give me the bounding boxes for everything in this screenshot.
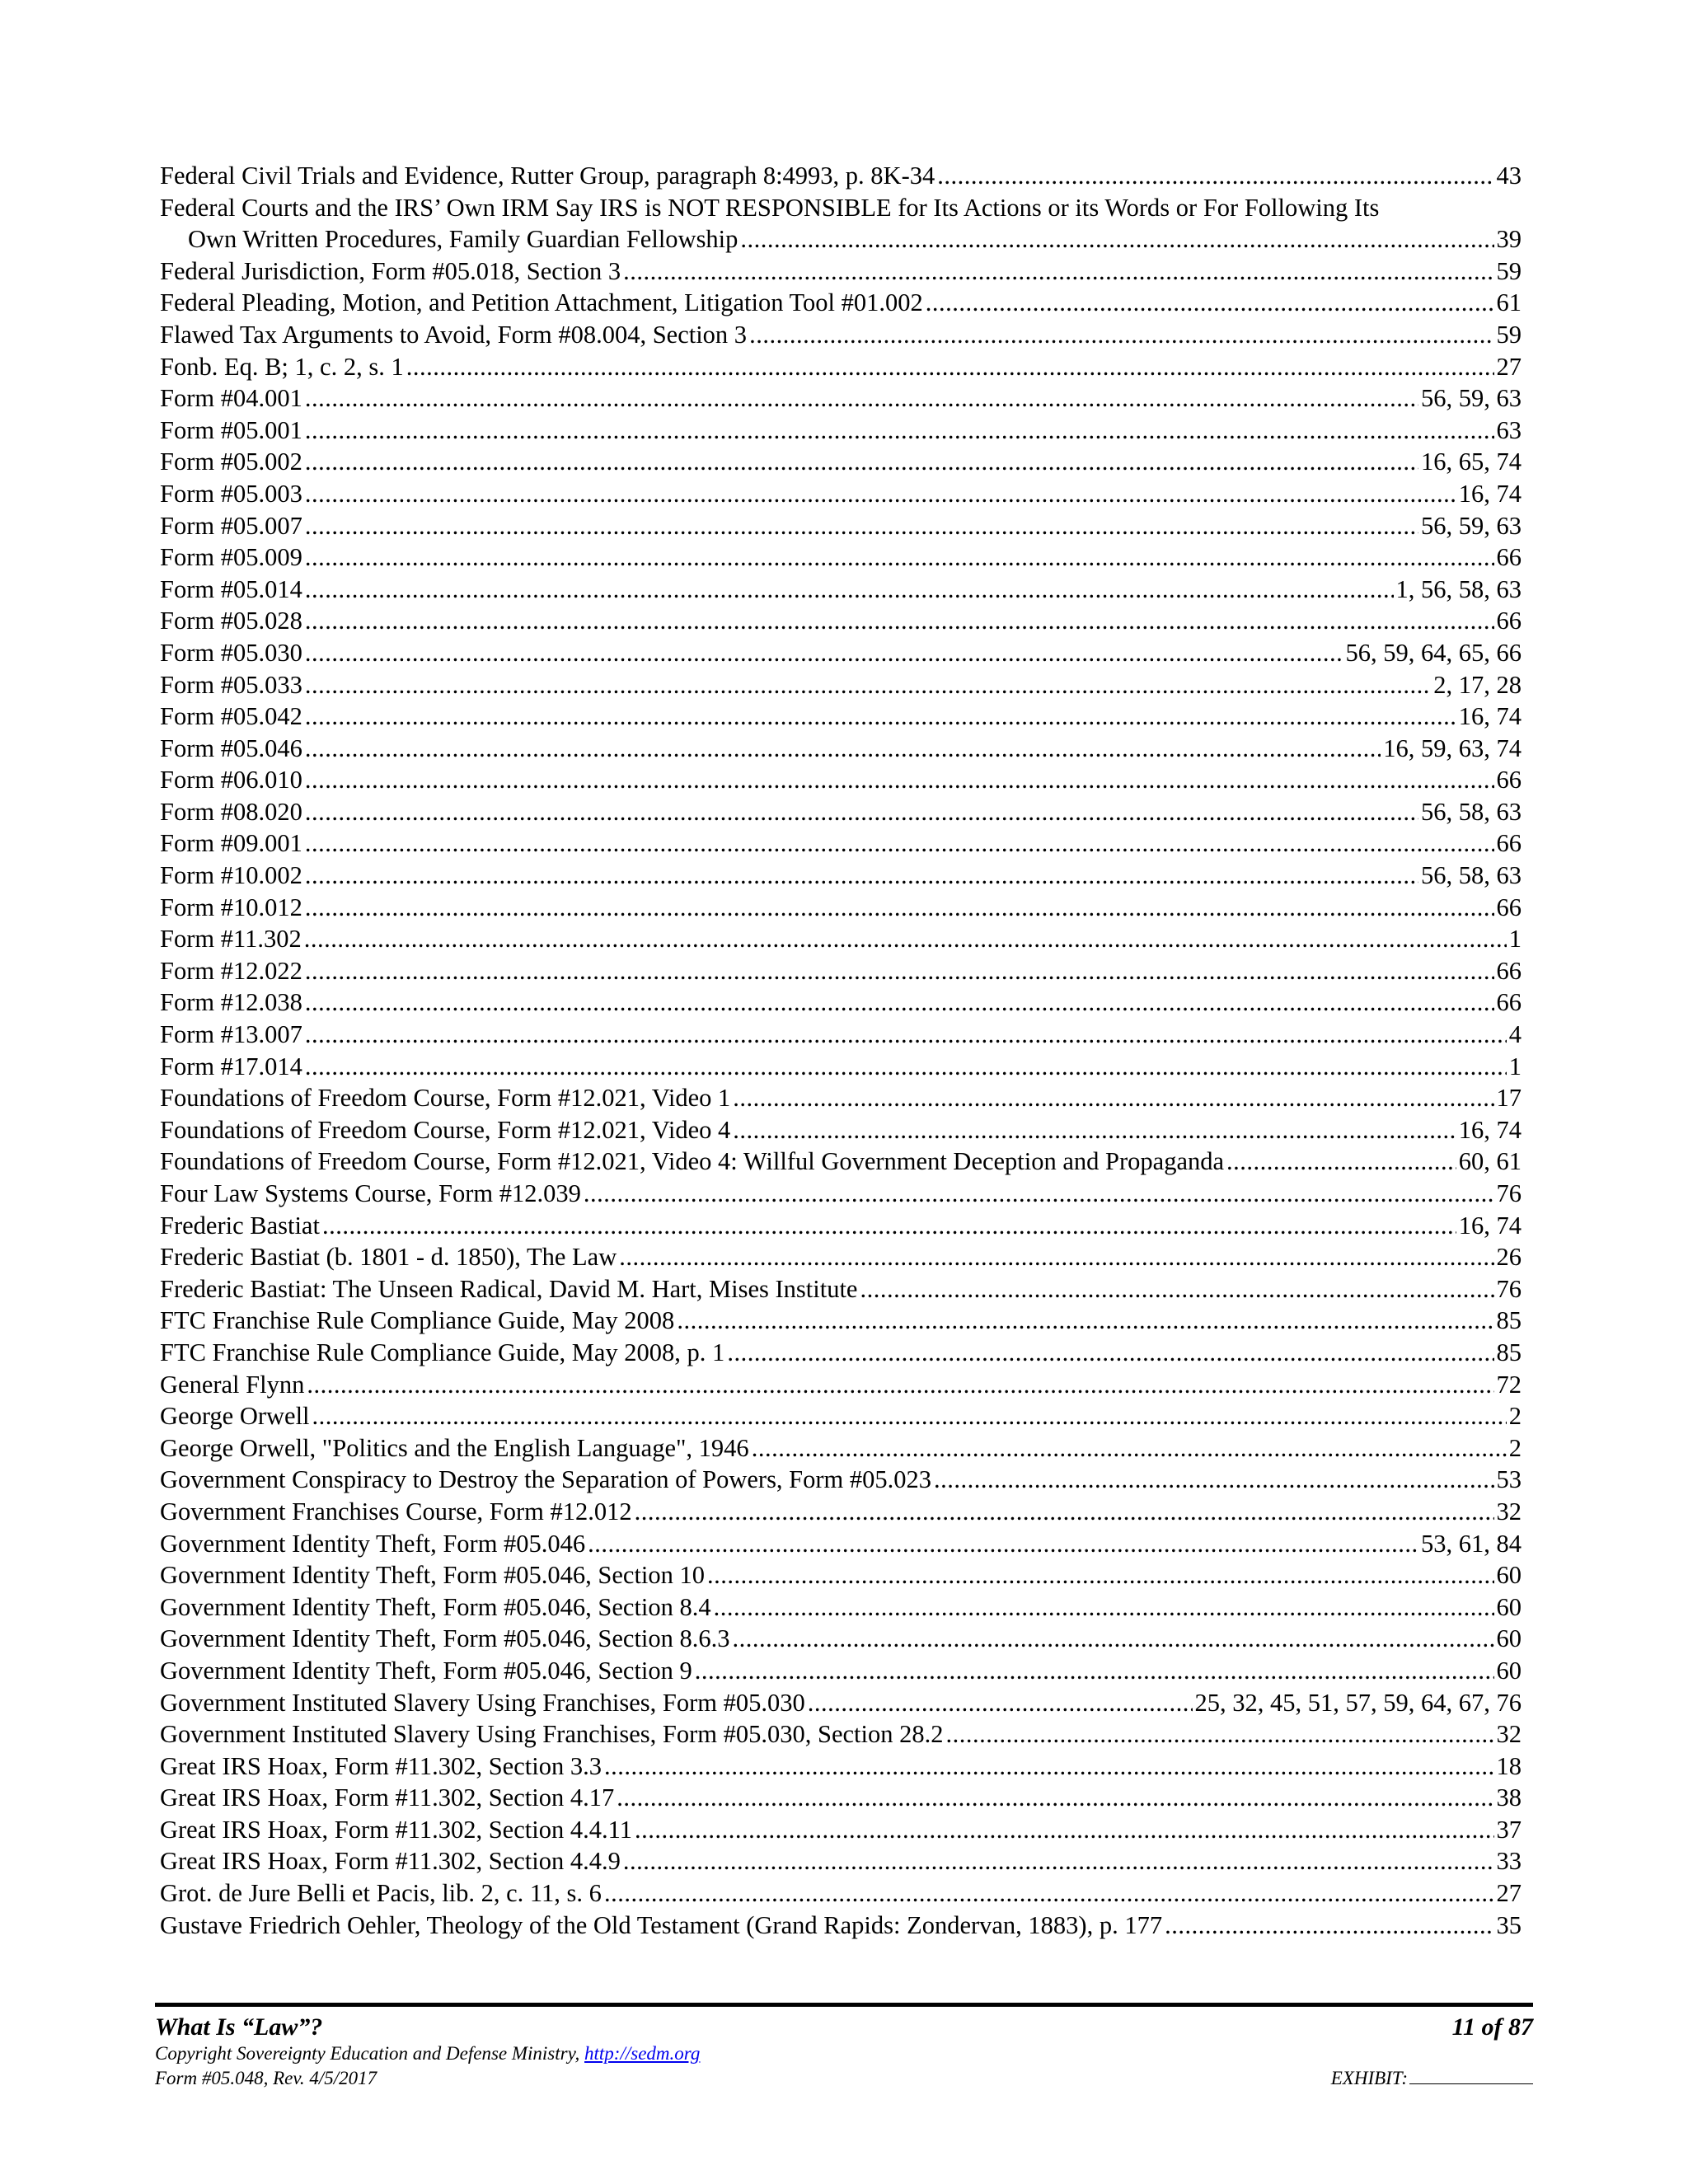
index-entry xyxy=(160,1782,1522,1814)
entry-pages: 1, 56, 58, 63 xyxy=(1395,574,1522,603)
dot-leader xyxy=(305,827,1494,860)
index-entry xyxy=(160,1273,1522,1305)
index-entry xyxy=(160,415,1522,447)
entry-title: Government Identity Theft, Form #05.046, Section 8.6.3 xyxy=(160,1624,730,1653)
dot-leader xyxy=(305,541,1494,574)
entry-title: Form #17.014 xyxy=(160,1052,302,1080)
dot-leader xyxy=(808,1687,1193,1719)
dot-leader xyxy=(749,319,1493,351)
dot-leader xyxy=(307,1369,1493,1401)
entry-title: FTC Franchise Rule Compliance Guide, May 2008, p. 1 xyxy=(160,1338,725,1366)
form-revision: Form #05.048, Rev. 4/5/2017 xyxy=(155,2068,377,2088)
index-entry xyxy=(160,1845,1522,1877)
dot-leader xyxy=(934,1464,1493,1496)
index-entry xyxy=(160,1178,1522,1210)
dot-leader xyxy=(305,669,1431,701)
entry-pages: 76 xyxy=(1496,1179,1522,1207)
entry-title: Great IRS Hoax, Form #11.302, Section 4.4.9 xyxy=(160,1847,621,1876)
entry-title: Federal Civil Trials and Evidence, Rutter Group, paragraph 8:4993, p. 8K-34 xyxy=(160,162,935,190)
entry-title: Government Conspiracy to Destroy the Separation of Powers, Form #05.023 xyxy=(160,1465,932,1494)
dot-leader xyxy=(305,764,1494,796)
entry-pages: 60 xyxy=(1496,1656,1522,1685)
entry-pages: 25, 32, 45, 51, 57, 59, 64, 67, 76 xyxy=(1194,1688,1522,1717)
exhibit-blank[interactable] xyxy=(1409,2067,1533,2084)
index-entry xyxy=(160,192,1522,255)
entry-title: Flawed Tax Arguments to Avoid, Form #08.004, Section 3 xyxy=(160,320,748,349)
dot-leader xyxy=(305,478,1456,510)
entry-pages: 16, 59, 63, 74 xyxy=(1383,733,1522,762)
dot-leader xyxy=(305,1051,1507,1083)
index-entry xyxy=(160,319,1522,351)
entry-pages: 66 xyxy=(1496,607,1522,635)
entry-pages: 60 xyxy=(1496,1624,1522,1653)
index-entry xyxy=(160,1019,1522,1051)
entry-pages: 59 xyxy=(1496,320,1522,349)
index-entry xyxy=(160,1082,1522,1114)
index-entry xyxy=(160,1910,1522,1942)
dot-leader xyxy=(305,510,1418,542)
index-entry xyxy=(160,733,1522,765)
index-entry xyxy=(160,637,1522,669)
entry-title: Federal Jurisdiction, Form #05.018, Section 3 xyxy=(160,256,621,285)
exhibit-field xyxy=(1331,2066,1533,2091)
entry-title: Form #05.007 xyxy=(160,511,302,540)
entry-title: Form #12.022 xyxy=(160,956,302,985)
dot-leader xyxy=(945,1718,1493,1750)
dot-leader xyxy=(588,1528,1418,1560)
dot-leader xyxy=(727,1337,1493,1369)
dot-leader xyxy=(305,733,1381,765)
index-entry xyxy=(160,574,1522,606)
index-entry xyxy=(160,287,1522,319)
index-entry xyxy=(160,605,1522,637)
dot-leader xyxy=(305,382,1418,415)
entry-title: Form #13.007 xyxy=(160,1020,302,1049)
index-entry xyxy=(160,510,1522,542)
entry-title: Form #05.009 xyxy=(160,543,302,572)
index-entry xyxy=(160,1432,1522,1465)
entry-title: Gustave Friedrich Oehler, Theology of the Old Testament (Grand Rapids: Zondervan, 1883), p. 177 xyxy=(160,1910,1163,1939)
entry-pages: 32 xyxy=(1496,1720,1522,1749)
index-entry xyxy=(160,669,1522,701)
index-entry xyxy=(160,1400,1522,1432)
entry-title: Form #04.001 xyxy=(160,384,302,413)
entry-pages: 63 xyxy=(1496,415,1522,444)
entry-pages: 4 xyxy=(1508,1020,1522,1049)
entry-pages: 16, 74 xyxy=(1458,1115,1522,1144)
entry-pages: 16, 65, 74 xyxy=(1421,448,1522,476)
entry-pages: 66 xyxy=(1496,829,1522,858)
entry-title: Form #12.038 xyxy=(160,988,302,1017)
entry-pages: 85 xyxy=(1496,1338,1522,1366)
index-entry xyxy=(160,1464,1522,1496)
entry-pages: 16, 74 xyxy=(1458,702,1522,731)
entry-pages: 66 xyxy=(1496,988,1522,1017)
index-entry xyxy=(160,860,1522,892)
entry-title: Government Identity Theft, Form #05.046 xyxy=(160,1529,586,1558)
dot-leader xyxy=(322,1210,1456,1242)
entry-title: Government Franchises Course, Form #12.012 xyxy=(160,1497,632,1526)
entry-title: Form #05.014 xyxy=(160,574,302,603)
entry-title: Frederic Bastiat xyxy=(160,1211,320,1240)
dot-leader xyxy=(733,1623,1494,1655)
dot-leader xyxy=(695,1655,1494,1687)
dot-leader xyxy=(305,605,1494,637)
entry-pages: 72 xyxy=(1496,1370,1522,1399)
entry-title: Great IRS Hoax, Form #11.302, Section 3.3 xyxy=(160,1751,602,1780)
entry-title: Government Identity Theft, Form #05.046, Section 8.4 xyxy=(160,1592,711,1621)
entry-title: Form #09.001 xyxy=(160,829,302,858)
dot-leader xyxy=(604,1750,1494,1783)
entry-pages: 2 xyxy=(1508,1402,1522,1431)
index-entry xyxy=(160,1718,1522,1750)
entry-pages: 17 xyxy=(1496,1084,1522,1113)
entry-title: Form #05.003 xyxy=(160,479,302,508)
entry-pages: 60 xyxy=(1496,1561,1522,1590)
index-entry xyxy=(160,541,1522,574)
footer-rule xyxy=(155,2003,1533,2007)
entry-pages: 33 xyxy=(1496,1847,1522,1876)
entry-pages: 76 xyxy=(1496,1274,1522,1303)
dot-leader xyxy=(305,637,1343,669)
index-entry xyxy=(160,160,1522,192)
entry-title: George Orwell, "Politics and the English Language", 1946 xyxy=(160,1433,749,1462)
page-number: 11 of 87 xyxy=(1451,2013,1533,2041)
dot-leader xyxy=(733,1082,1493,1114)
dot-leader xyxy=(305,1019,1507,1051)
index-entry xyxy=(160,1750,1522,1783)
index-entry xyxy=(160,1241,1522,1273)
dot-leader xyxy=(312,1400,1507,1432)
index-entry xyxy=(160,1305,1522,1337)
index-entry xyxy=(160,255,1522,288)
dot-leader xyxy=(623,1845,1494,1877)
index-entry xyxy=(160,1369,1522,1401)
entry-title: FTC Franchise Rule Compliance Guide, May 2008 xyxy=(160,1306,675,1335)
entry-pages: 56, 59, 64, 65, 66 xyxy=(1345,638,1522,667)
copyright-line xyxy=(155,2041,1533,2066)
entry-title: Grot. de Jure Belli et Pacis, lib. 2, c. 11, s. 6 xyxy=(160,1879,602,1908)
dot-leader xyxy=(305,415,1494,447)
entry-pages: 56, 58, 63 xyxy=(1421,797,1522,826)
entry-title-continued: Own Written Procedures, Family Guardian Fellowship xyxy=(188,225,738,254)
entry-pages: 85 xyxy=(1496,1306,1522,1335)
entry-pages: 39 xyxy=(1496,225,1522,254)
index-entry xyxy=(160,351,1522,383)
index-list xyxy=(160,160,1522,1941)
index-entry xyxy=(160,382,1522,415)
entry-title: Frederic Bastiat: The Unseen Radical, David M. Hart, Mises Institute xyxy=(160,1274,858,1303)
dot-leader xyxy=(305,574,1394,606)
entry-pages: 35 xyxy=(1496,1910,1522,1939)
entry-pages: 59 xyxy=(1496,256,1522,285)
dot-leader xyxy=(635,1814,1494,1846)
dot-leader xyxy=(604,1877,1494,1910)
entry-title: Foundations of Freedom Course, Form #12.021, Video 4: Willful Government Deception and Propaganda xyxy=(160,1147,1225,1176)
dot-leader xyxy=(740,223,1493,255)
index-entry xyxy=(160,1528,1522,1560)
entry-pages: 1 xyxy=(1508,1052,1522,1080)
index-entry xyxy=(160,1146,1522,1178)
entry-title: Form #10.012 xyxy=(160,893,302,921)
entry-pages: 56, 58, 63 xyxy=(1421,861,1522,890)
entry-pages: 53, 61, 84 xyxy=(1421,1529,1522,1558)
entry-title: Form #05.001 xyxy=(160,415,302,444)
entry-title: George Orwell xyxy=(160,1402,310,1431)
entry-pages: 60, 61 xyxy=(1458,1147,1522,1176)
index-entry xyxy=(160,1591,1522,1624)
dot-leader xyxy=(635,1496,1494,1528)
dot-leader xyxy=(619,1241,1493,1273)
index-entry xyxy=(160,1337,1522,1369)
entry-title: Government Instituted Slavery Using Franchises, Form #05.030, Section 28.2 xyxy=(160,1720,944,1749)
index-entry xyxy=(160,1623,1522,1655)
dot-leader xyxy=(406,351,1494,383)
index-entry xyxy=(160,827,1522,860)
entry-pages: 66 xyxy=(1496,956,1522,985)
document-title: What Is “Law”? xyxy=(155,2013,323,2041)
entry-pages: 66 xyxy=(1496,766,1522,794)
page-footer xyxy=(155,2003,1533,2091)
dot-leader xyxy=(305,987,1494,1019)
dot-leader xyxy=(733,1114,1456,1146)
index-entry xyxy=(160,796,1522,828)
dot-leader xyxy=(1165,1910,1493,1942)
index-entry xyxy=(160,1655,1522,1687)
exhibit-label: EXHIBIT: xyxy=(1330,2068,1408,2088)
entry-title: Government Identity Theft, Form #05.046, Section 10 xyxy=(160,1561,706,1590)
entry-pages: 2 xyxy=(1508,1433,1522,1462)
dot-leader xyxy=(714,1591,1494,1624)
dot-leader xyxy=(584,1178,1494,1210)
entry-title: Federal Courts and the IRS’ Own IRM Say IRS is NOT RESPONSIBLE for Its Actions or its Words or For Following Its xyxy=(160,193,1380,222)
index-entry xyxy=(160,1877,1522,1910)
entry-pages: 18 xyxy=(1496,1751,1522,1780)
entry-title: Form #10.002 xyxy=(160,861,302,890)
index-entry xyxy=(160,1210,1522,1242)
index-entry xyxy=(160,764,1522,796)
copyright-text: Copyright Sovereignty Education and Defense Ministry, xyxy=(155,2043,585,2064)
entry-pages: 26 xyxy=(1496,1243,1522,1272)
entry-title: Four Law Systems Course, Form #12.039 xyxy=(160,1179,581,1207)
index-entry xyxy=(160,446,1522,478)
index-entry xyxy=(160,1114,1522,1146)
entry-title: Foundations of Freedom Course, Form #12.021, Video 1 xyxy=(160,1084,731,1113)
entry-pages: 32 xyxy=(1496,1497,1522,1526)
dot-leader xyxy=(926,287,1494,319)
dot-leader xyxy=(707,1559,1493,1591)
entry-pages: 56, 59, 63 xyxy=(1421,384,1522,413)
index-entry xyxy=(160,923,1522,955)
entry-title: Great IRS Hoax, Form #11.302, Section 4.17 xyxy=(160,1783,615,1812)
entry-title: Form #05.046 xyxy=(160,733,302,762)
dot-leader xyxy=(1226,1146,1456,1178)
entry-pages: 61 xyxy=(1496,288,1522,317)
entry-title: Great IRS Hoax, Form #11.302, Section 4.4.11 xyxy=(160,1815,632,1844)
dot-leader xyxy=(305,701,1456,733)
index-entry xyxy=(160,955,1522,987)
entry-pages: 53 xyxy=(1496,1465,1522,1494)
dot-leader xyxy=(304,923,1507,955)
dot-leader xyxy=(937,160,1493,192)
entry-pages: 16, 74 xyxy=(1458,1211,1522,1240)
dot-leader xyxy=(305,892,1494,924)
entry-title: Form #06.010 xyxy=(160,766,302,794)
entry-title: Fonb. Eq. B; 1, c. 2, s. 1 xyxy=(160,352,404,381)
entry-title: Foundations of Freedom Course, Form #12.021, Video 4 xyxy=(160,1115,731,1144)
entry-pages: 1 xyxy=(1508,925,1522,954)
entry-pages: 66 xyxy=(1496,893,1522,921)
entry-title: Government Instituted Slavery Using Franchises, Form #05.030 xyxy=(160,1688,805,1717)
entry-title: Form #05.033 xyxy=(160,670,302,699)
dot-leader xyxy=(623,255,1493,288)
entry-title: Form #05.030 xyxy=(160,638,302,667)
dot-leader xyxy=(617,1782,1493,1814)
entry-pages: 66 xyxy=(1496,543,1522,572)
dot-leader xyxy=(752,1432,1507,1465)
index-entry xyxy=(160,478,1522,510)
dot-leader xyxy=(305,796,1418,828)
index-entry xyxy=(160,1687,1522,1719)
entry-pages: 60 xyxy=(1496,1592,1522,1621)
entry-pages: 2, 17, 28 xyxy=(1433,670,1522,699)
index-entry xyxy=(160,1051,1522,1083)
entry-pages: 16, 74 xyxy=(1458,479,1522,508)
entry-title: Frederic Bastiat (b. 1801 - d. 1850), The Law xyxy=(160,1243,617,1272)
index-entry xyxy=(160,701,1522,733)
index-entry xyxy=(160,892,1522,924)
sedm-link[interactable]: http://sedm.org xyxy=(584,2043,701,2064)
entry-title: Form #11.302 xyxy=(160,925,302,954)
entry-continuation xyxy=(160,223,1522,255)
index-entry xyxy=(160,987,1522,1019)
entry-pages: 56, 59, 63 xyxy=(1421,511,1522,540)
index-entry xyxy=(160,1559,1522,1591)
entry-title: Form #05.042 xyxy=(160,702,302,731)
entry-title: Form #08.020 xyxy=(160,797,302,826)
index-entry xyxy=(160,1814,1522,1846)
entry-pages: 27 xyxy=(1496,1879,1522,1908)
dot-leader xyxy=(860,1273,1493,1305)
entry-title: Government Identity Theft, Form #05.046, Section 9 xyxy=(160,1656,692,1685)
index-entry xyxy=(160,1496,1522,1528)
entry-title: General Flynn xyxy=(160,1370,305,1399)
dot-leader xyxy=(305,955,1494,987)
entry-title: Form #05.002 xyxy=(160,448,302,476)
entry-title: Form #05.028 xyxy=(160,607,302,635)
dot-leader xyxy=(677,1305,1493,1337)
entry-pages: 27 xyxy=(1496,352,1522,381)
entry-pages: 43 xyxy=(1496,162,1522,190)
entry-pages: 38 xyxy=(1496,1783,1522,1812)
entry-title: Federal Pleading, Motion, and Petition Attachment, Litigation Tool #01.002 xyxy=(160,288,923,317)
dot-leader xyxy=(305,860,1418,892)
entry-pages: 37 xyxy=(1496,1815,1522,1844)
dot-leader xyxy=(305,446,1418,478)
